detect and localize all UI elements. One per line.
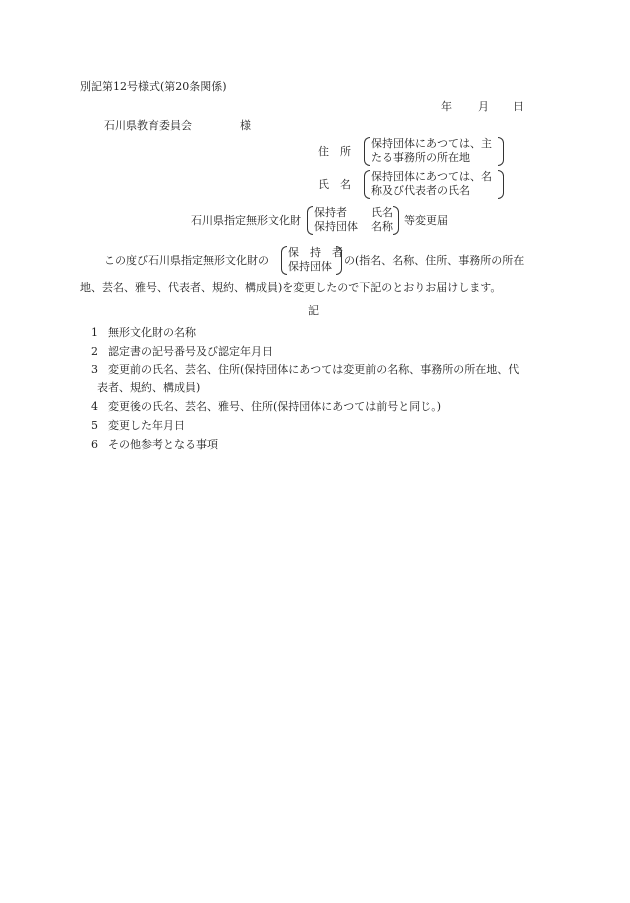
title-prefix: 石川県指定無形文化財 xyxy=(191,214,301,227)
item-number: 3 xyxy=(91,363,98,376)
item-text: 変更前の氏名、芸名、住所(保持団体にあつては変更前の名称、事務所の所在地、代 xyxy=(108,363,520,376)
address-bracket-left xyxy=(364,137,370,166)
ki-heading: 記 xyxy=(308,304,319,317)
title-group-name: 名称 xyxy=(371,220,393,233)
body-bracket-group: 保持団体 xyxy=(288,260,332,273)
name-note-line1: 保持団体にあつては、名 xyxy=(371,170,492,183)
body-bracket-holder: 保 持 者 xyxy=(288,246,343,259)
address-label: 住 所 xyxy=(318,145,351,158)
item-text: 変更した年月日 xyxy=(108,419,185,432)
item-text: 変更後の氏名、芸名、雅号、住所(保持団体にあつては前号と同じ。) xyxy=(108,400,442,413)
name-bracket-right xyxy=(498,170,504,199)
title-holder-name: 氏名 xyxy=(371,206,393,219)
item-text: 認定書の記号番号及び認定年月日 xyxy=(108,345,273,358)
item-text-continuation: 表者、規約、構成員) xyxy=(97,381,201,394)
body-bracket-left xyxy=(281,246,287,275)
form-number: 別記第12号様式(第20条関係) xyxy=(80,80,227,93)
address-note-line1: 保持団体にあつては、主 xyxy=(371,137,492,150)
address-bracket-right xyxy=(498,137,504,166)
title-bracket-right xyxy=(393,206,399,235)
name-bracket-left xyxy=(364,170,370,199)
date-month-label: 月 xyxy=(478,100,489,113)
body-line1-suffix: の(指名、名称、住所、事務所の所在 xyxy=(344,254,525,267)
item-number: 6 xyxy=(91,438,98,451)
title-group: 保持団体 xyxy=(314,220,358,233)
date-year-label: 年 xyxy=(441,100,452,113)
item-number: 5 xyxy=(91,419,98,432)
title-holder: 保持者 xyxy=(314,206,347,219)
body-bracket-right xyxy=(336,246,342,275)
title-bracket-left xyxy=(307,206,313,235)
item-text: 無形文化財の名称 xyxy=(108,326,196,339)
name-note-line2: 称及び代表者の氏名 xyxy=(371,184,470,197)
name-label: 氏 名 xyxy=(318,178,351,191)
item-number: 4 xyxy=(91,400,98,413)
addressee-name: 石川県教育委員会 xyxy=(104,119,192,132)
item-number: 1 xyxy=(91,326,98,339)
addressee-honorific: 様 xyxy=(240,119,251,132)
date-day-label: 日 xyxy=(513,100,524,113)
item-text: その他参考となる事項 xyxy=(108,438,218,451)
body-line2: 地、芸名、雅号、代表者、規約、構成員)を変更したので下記のとおりお届けします。 xyxy=(80,281,502,294)
address-note-line2: たる事務所の所在地 xyxy=(371,151,470,164)
title-suffix: 等変更届 xyxy=(404,214,448,227)
body-line1-prefix: この度び石川県指定無形文化財の xyxy=(104,254,269,267)
item-number: 2 xyxy=(91,345,98,358)
